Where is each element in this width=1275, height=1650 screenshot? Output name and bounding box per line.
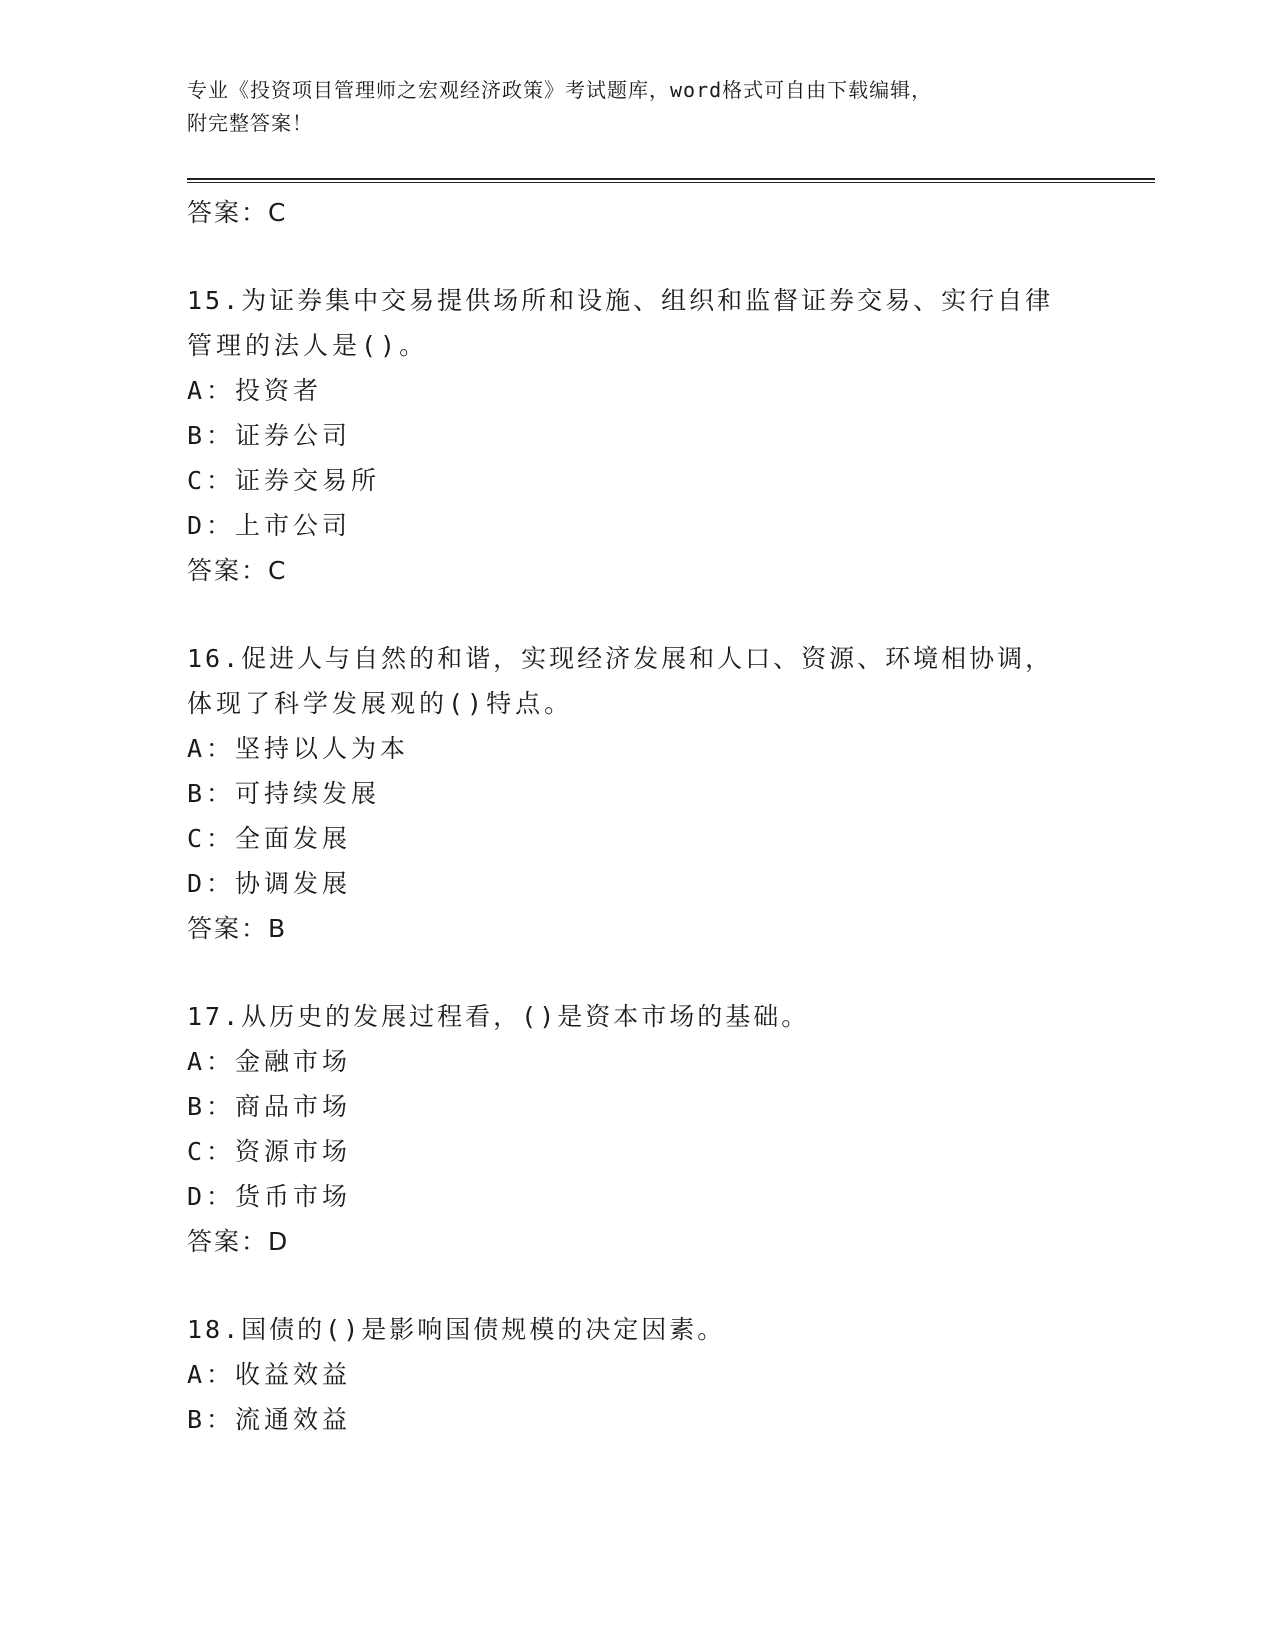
option-b: B：商品市场: [187, 1092, 352, 1121]
document-header: [187, 74, 1087, 140]
spacer: [187, 593, 1155, 636]
option-d: D：上市公司: [187, 511, 352, 540]
question-stem-line: 17.从历史的发展过程看，()是资本市场的基础。: [187, 1002, 810, 1031]
option-a: A：收益效益: [187, 1360, 352, 1389]
option-c: C：全面发展: [187, 824, 352, 853]
question-stem-line: 18.国债的()是影响国债规模的决定因素。: [187, 1315, 726, 1344]
question-16: [187, 636, 1155, 951]
question-stem-line: 15.为证券集中交易提供场所和设施、组织和监督证券交易、实行自律: [187, 286, 1054, 315]
option-a: A：投资者: [187, 376, 323, 405]
option-a: A：坚持以人为本: [187, 734, 410, 763]
answer-line: 答案：D: [187, 1227, 290, 1256]
question-17: [187, 994, 1155, 1264]
spacer: [187, 1264, 1155, 1307]
option-b: B：可持续发展: [187, 779, 381, 808]
header-divider: [187, 178, 1155, 183]
question-15: [187, 278, 1155, 593]
header-line-2: 附完整答案！: [187, 111, 313, 135]
answer-line: 答案：C: [187, 556, 288, 585]
question-18: [187, 1307, 1155, 1442]
question-stem-line: 管理的法人是()。: [187, 331, 429, 360]
spacer: [187, 951, 1155, 994]
option-c: C：资源市场: [187, 1137, 352, 1166]
option-a: A：金融市场: [187, 1047, 352, 1076]
answer-line: 答案：B: [187, 914, 288, 943]
option-c: C：证券交易所: [187, 466, 381, 495]
question-list: [187, 190, 1155, 1442]
option-d: D：货币市场: [187, 1182, 352, 1211]
header-line-1: 专业《投资项目管理师之宏观经济政策》考试题库，word格式可自由下载编辑，: [187, 78, 933, 102]
option-b: B：流通效益: [187, 1405, 352, 1434]
question-stem-line: 体现了科学发展观的()特点。: [187, 689, 574, 718]
option-d: D：协调发展: [187, 869, 352, 898]
question-stem-line: 16.促进人与自然的和谐，实现经济发展和人口、资源、环境相协调，: [187, 644, 1054, 673]
option-b: B：证券公司: [187, 421, 352, 450]
spacer: [187, 235, 1155, 278]
previous-answer: 答案：C: [187, 198, 288, 227]
